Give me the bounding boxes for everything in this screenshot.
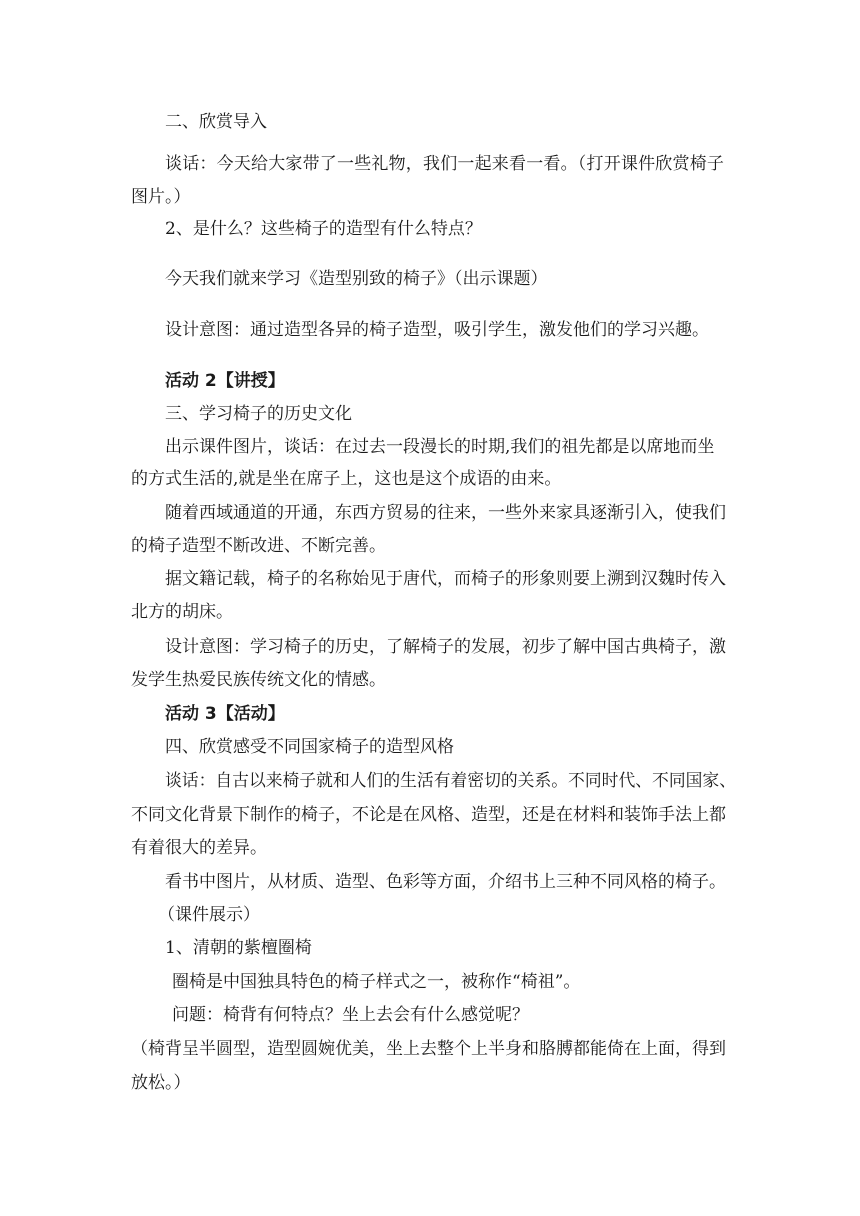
paragraph-line: 不同文化背景下制作的椅子，不论是在风格、造型，还是在材料和装饰手法上都 — [131, 805, 726, 825]
paragraph-line: 圈椅是中国独具特色的椅子样式之一，被称作“椅祖”。 — [172, 972, 581, 992]
paragraph-line: 看书中图片，从材质、造型、色彩等方面，介绍书上三种不同风格的椅子。 — [165, 872, 726, 892]
paragraph-line: 问题：椅背有何特点？坐上去会有什么感觉呢？ — [172, 1005, 529, 1025]
paragraph-line: 的椅子造型不断改进、不断完善。 — [131, 536, 386, 556]
paragraph-line: 放松。） — [131, 1073, 191, 1093]
paragraph-line: （课件展示） — [158, 905, 260, 925]
paragraph-line: 谈话：自古以来椅子就和人们的生活有着密切的关系。不同时代、不同国家、 — [165, 771, 737, 791]
paragraph-line: 谈话：今天给大家带了一些礼物，我们一起来看一看。（打开课件欣赏椅子 — [165, 154, 725, 174]
paragraph-line: 出示课件图片，谈话：在过去一段漫长的时期,我们的祖先都是以席地而坐 — [165, 437, 715, 457]
paragraph-line: 据文籍记载，椅子的名称始见于唐代，而椅子的形象则要上溯到汉魏时传入 — [165, 569, 726, 589]
paragraph-line: （椅背呈半圆型，造型圆婉优美，坐上去整个上半身和胳膊都能倚在上面，得到 — [131, 1039, 726, 1059]
paragraph-line: 图片。） — [131, 187, 191, 207]
paragraph-line: 随着西域通道的开通，东西方贸易的往来，一些外来家具逐渐引入，使我们 — [165, 503, 726, 523]
paragraph-line: 的方式生活的,就是坐在席子上，这也是这个成语的由来。 — [131, 469, 562, 489]
paragraph-line: 2、是什么？这些椅子的造型有什么特点？ — [165, 219, 482, 239]
activity-heading-3: 活动 3【活动】 — [165, 704, 285, 724]
paragraph-line: 今天我们就来学习《造型别致的椅子》（出示课题） — [165, 269, 548, 289]
sub-heading-qing-chair: 1、清朝的紫檀圈椅 — [165, 938, 312, 958]
paragraph-line: 设计意图：学习椅子的历史，了解椅子的发展，初步了解中国古典椅子，激 — [165, 637, 726, 657]
paragraph-line: 设计意图：通过造型各异的椅子造型，吸引学生，激发他们的学习兴趣。 — [165, 320, 709, 340]
section-heading-appreciation-intro: 二、欣赏导入 — [165, 112, 267, 132]
activity-heading-2: 活动 2【讲授】 — [165, 371, 285, 391]
paragraph-line: 有着很大的差异。 — [131, 838, 267, 858]
section-heading-history: 三、学习椅子的历史文化 — [165, 404, 352, 424]
section-heading-styles: 四、欣赏感受不同国家椅子的造型风格 — [165, 737, 454, 757]
paragraph-line: 发学生热爱民族传统文化的情感。 — [131, 670, 386, 690]
paragraph-line: 北方的胡床。 — [131, 602, 233, 622]
